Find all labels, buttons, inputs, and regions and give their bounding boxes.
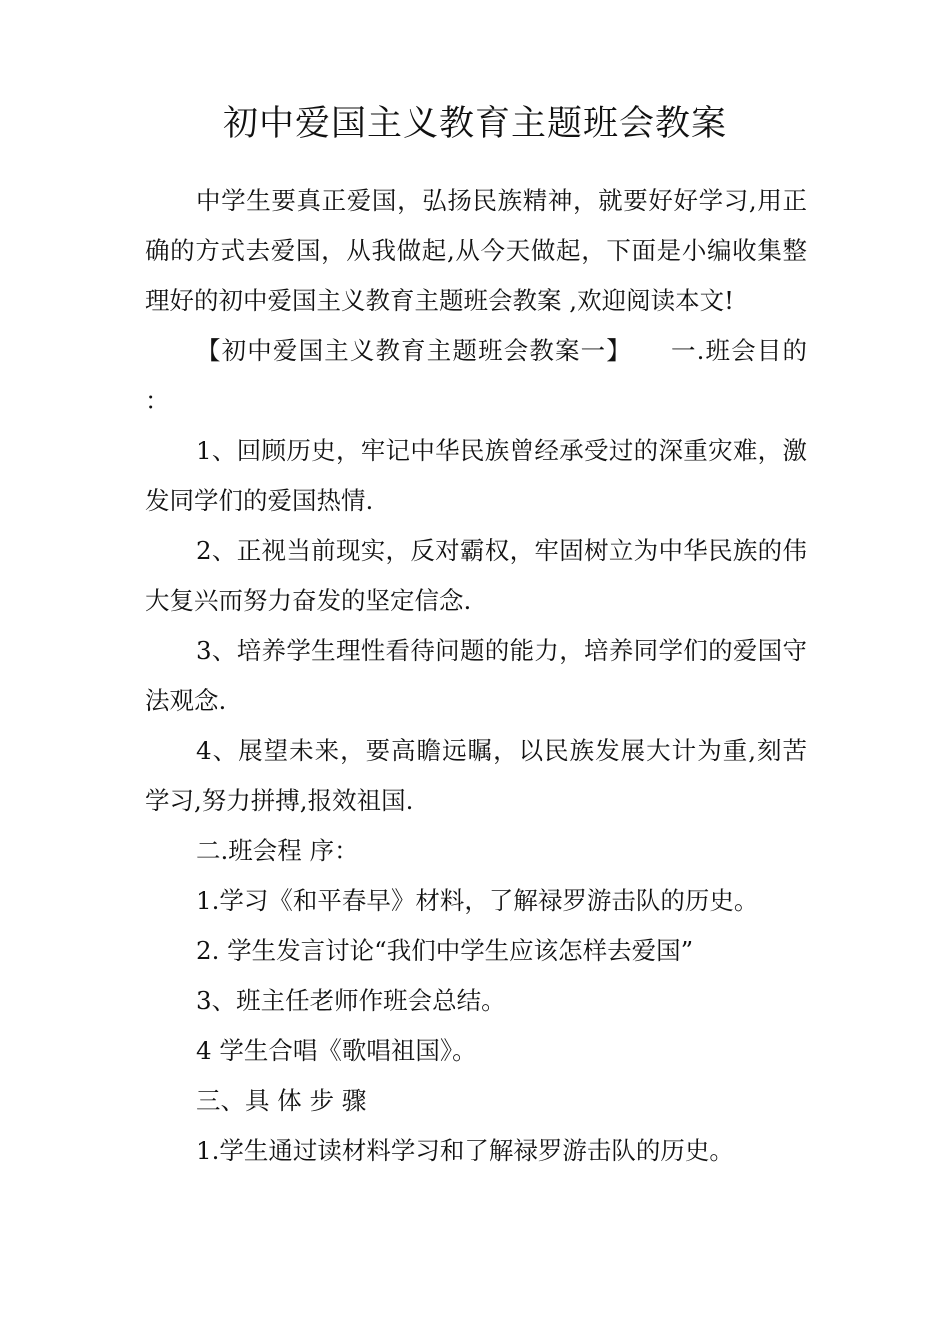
section-heading-steps: 三、具 体 步 骤 <box>196 1086 367 1115</box>
objective-item-4: 4、展望未来，要高瞻远瞩，以民族发展大计为重,刻苦学习,努力拼搏,报效祖国. <box>145 736 807 815</box>
procedure-item-2: 2. 学生发言讨论“我们中学生应该怎样去爱国” <box>196 936 694 965</box>
intro-paragraph: 中学生要真正爱国，弘扬民族精神，就要好好学习,用正确的方式去爱国，从我做起,从今天做起，下面是小编收集整理好的初中爱国主义教育主题班会教案 ,欢迎阅读本文! <box>145 186 807 315</box>
procedure-item-1: 1.学习《和平春早》材料，了解禄罗游击队的历史。 <box>196 886 759 915</box>
objective-item-1: 1、回顾历史，牢记中华民族曾经承受过的深重灾难，激发同学们的爱国热情. <box>145 436 807 515</box>
document-body <box>145 176 807 1176</box>
section-heading-procedure: 二.班会程 序： <box>196 836 359 865</box>
objective-item-3: 3、培养学生理性看待问题的能力，培养同学们的爱国守法观念. <box>145 636 807 715</box>
section-heading-plan-one: 【初中爱国主义教育主题班会教案一】 一.班会目的 ： <box>145 336 807 415</box>
procedure-item-3: 3、班主任老师作班会总结。 <box>196 986 506 1015</box>
document-title: 初中爱国主义教育主题班会教案 <box>222 104 727 144</box>
objective-item-2: 2、正视当前现实，反对霸权，牢固树立为中华民族的伟大复兴而努力奋发的坚定信念. <box>145 536 807 615</box>
procedure-item-4: 4 学生合唱《歌唱祖国》。 <box>196 1036 477 1065</box>
step-item-1: 1.学生通过读材料学习和了解禄罗游击队的历史。 <box>196 1136 734 1165</box>
